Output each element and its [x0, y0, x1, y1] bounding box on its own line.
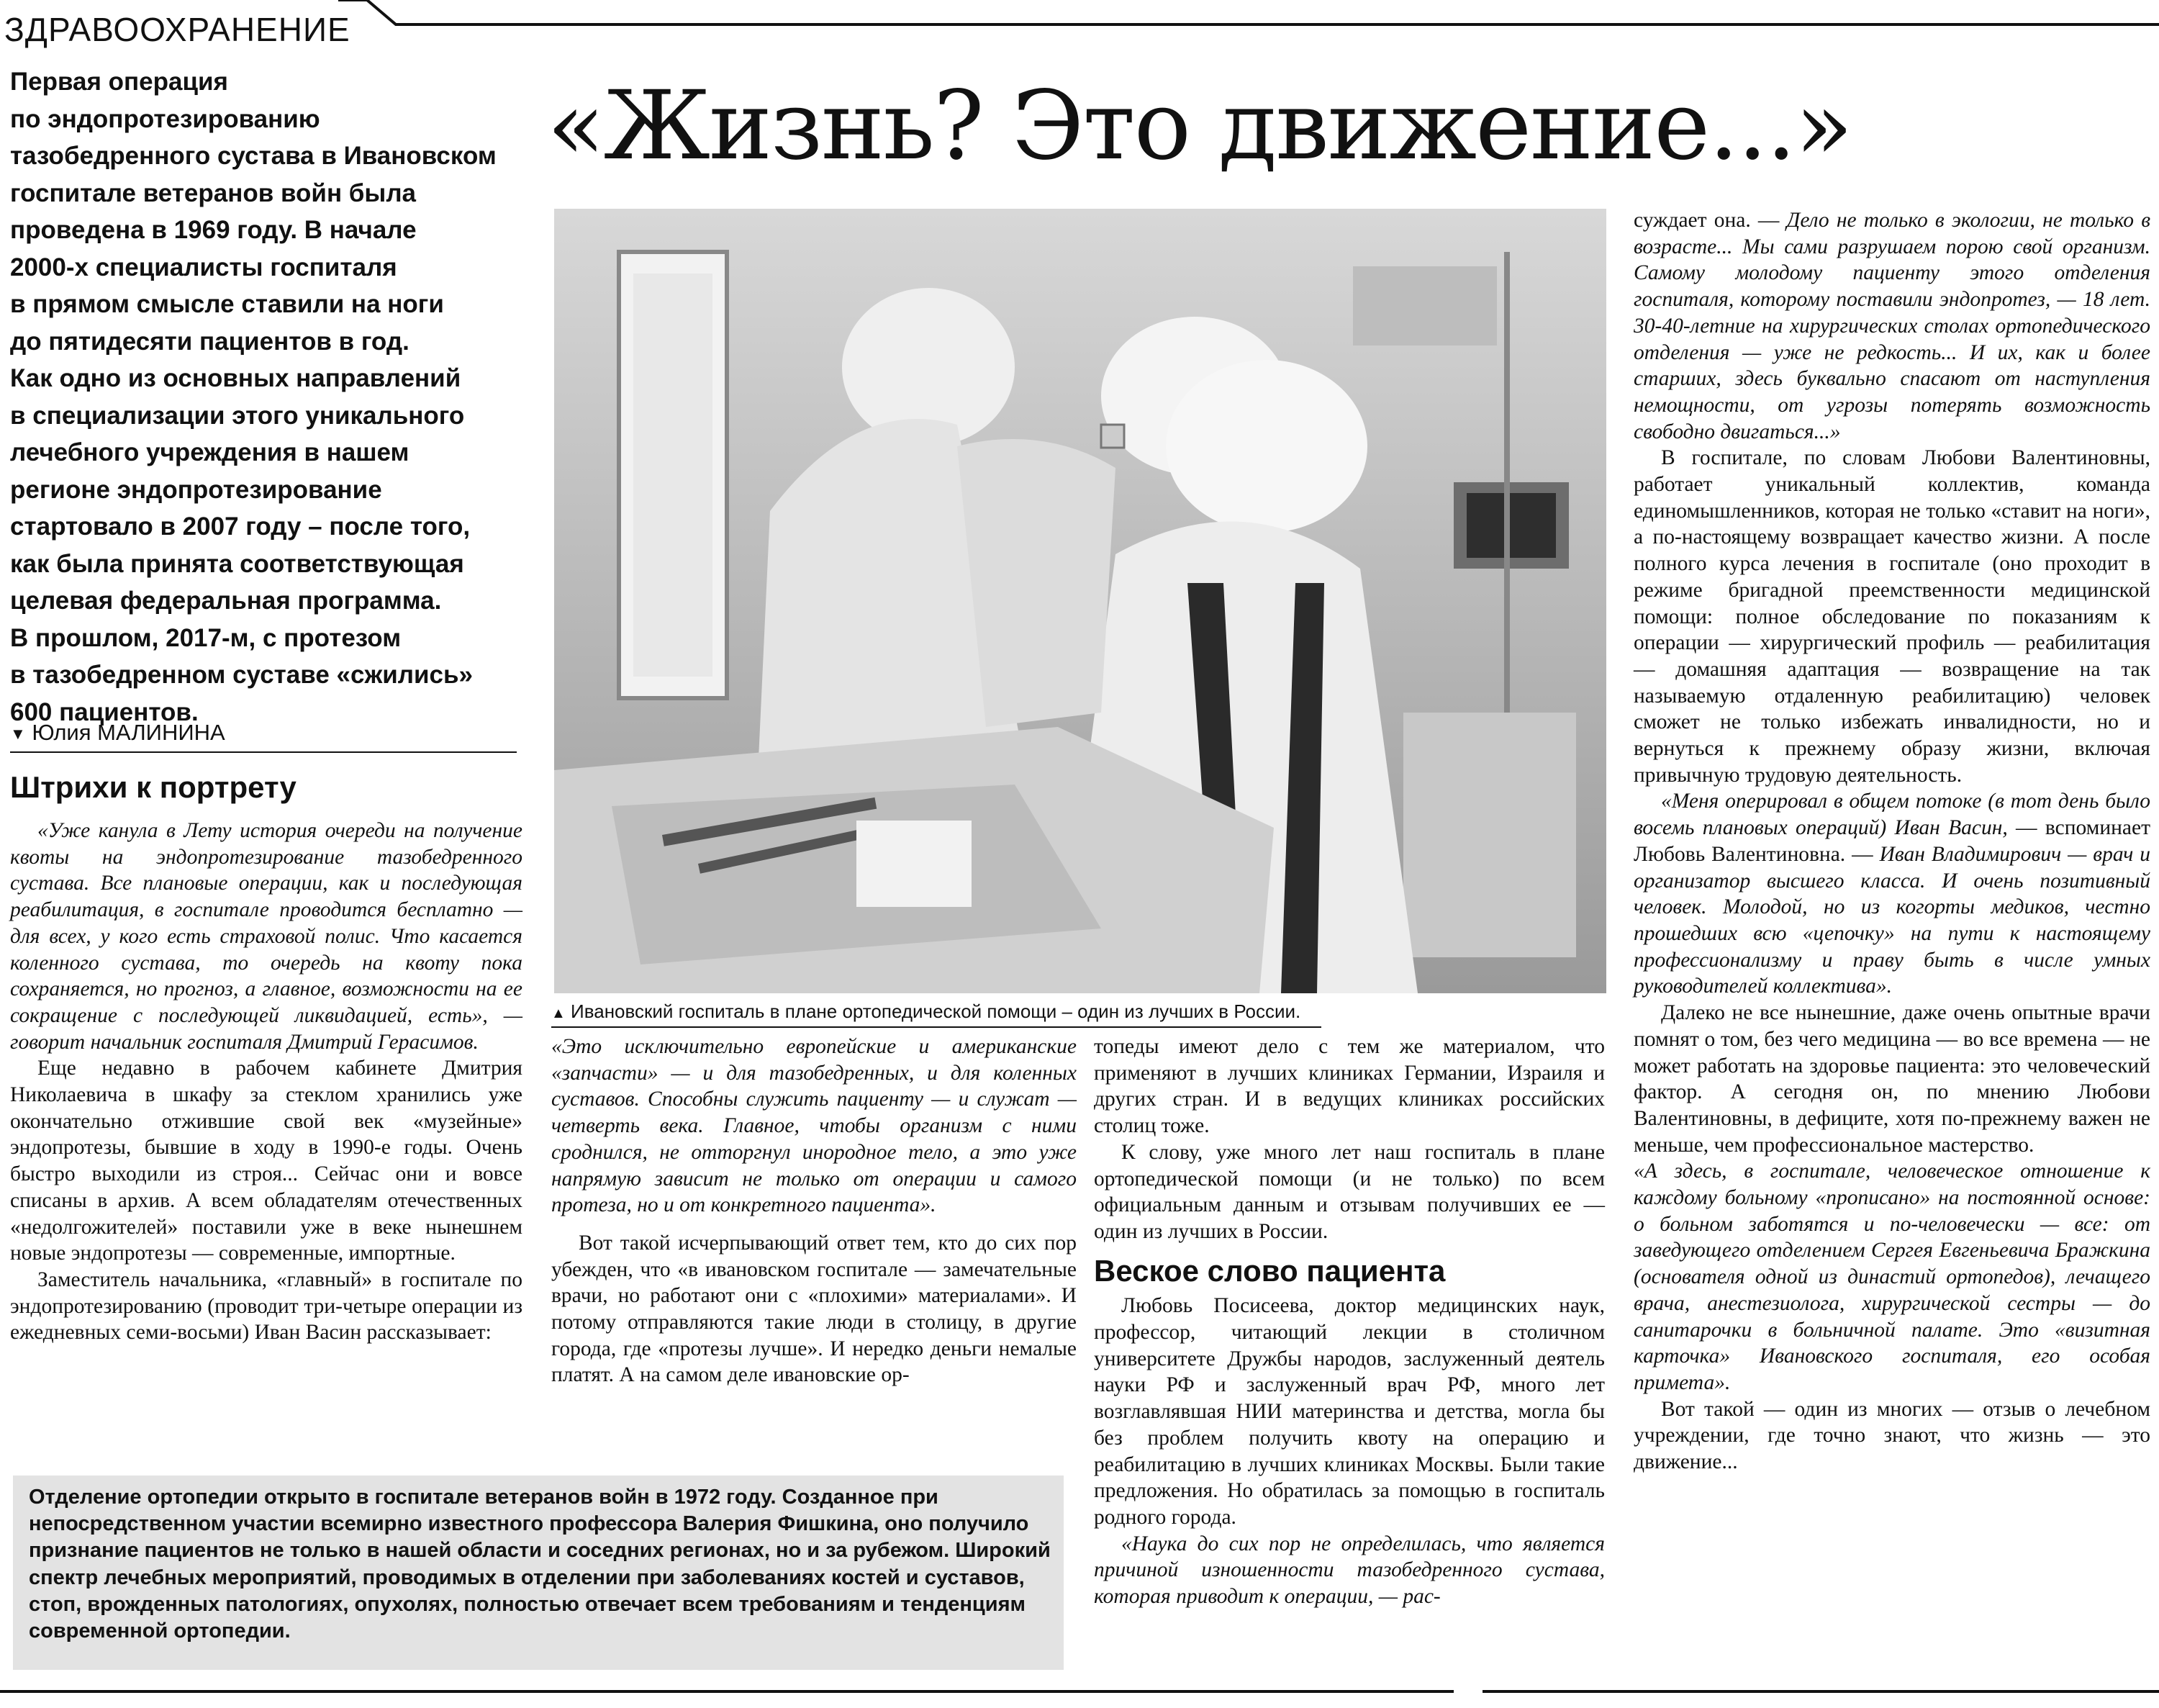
lead-line: по эндопротезированию	[10, 104, 320, 133]
author-byline	[10, 720, 225, 746]
paragraph: В госпитале, по словам Любови Валентиновны, работает уникальный коллектив, команда единомышленников, которая не только «ставит на ноги», а по-настоящему возвращает качество жизни. А после полного курса лечения в госпитале (оно проходит в режиме бригадной преемственности медицинской помощи: полное обследование по показаниям к операции — хирургический профиль — реабилитация — домашняя адаптация — возвращение на так называемую отдаленную реабилитацию) человек сможет не только избежать инвалидности, но и вернуться к прежнему образу жизни, включая привычную трудовую деятельность.	[1634, 446, 2150, 787]
lead-line: целевая федеральная программа.	[10, 587, 442, 615]
caption-rule	[551, 1026, 1321, 1028]
lead-line: тазобедренного сустава в Ивановском	[10, 142, 497, 170]
lead-line: проведена в 1969 году. В начале	[10, 216, 417, 244]
triangle-down-icon: ▼	[10, 724, 26, 743]
bottom-rule	[0, 1690, 1454, 1693]
lead-line: Как одно из основных направлений	[10, 364, 461, 392]
lead-line: в тазобедренном суставе «сжились»	[10, 661, 473, 689]
lead-line: 600 пациентов.	[10, 697, 199, 726]
author-name: Юлия МАЛИНИНА	[32, 720, 225, 745]
paragraph: К слову, уже много лет наш госпиталь в плане ортопедической помощи (и не только) по всем официальным данным и отзывам получивших ее — один из лучших в России.	[1094, 1140, 1605, 1243]
paragraph: «Это исключительно европейские и американские «запчасти» — и для тазобедренных, и для коленных суставов. Способны служить пациенту — и служат — четверть века. Главное, чтобы организм с ними сроднился, не отторгнул инородное тело, а это уже напрямую зависит не только от операции и самого протеза, но и от конкретного пациента».	[551, 1035, 1077, 1217]
lead-line: регионе эндопротезирование	[10, 475, 382, 504]
paragraph: Вот такой исчерпывающий ответ тем, кто до сих пор убежден, что «в ивановском госпитале — замечательные врачи, но работают они с «плохими» материалами». И потому отправляются такие люди в столицу, в другие города, где «протезы лучше». И нередко деньги немалые платят. А на самом деле ивановские ор-	[551, 1231, 1077, 1387]
info-box-text: Отделение ортопедии открыто в госпитале ветеранов войн в 1972 году. Созданное при непосредственном участии всемирно известного профессора Валерия Фишкина, оно получило признание пациентов не только в нашей области и соседних регионах, но и за рубежом. Широкий спектр лечебных мероприятий, проводимых в отделении при заболеваниях костей и суставов, стоп, врожденных патологиях, опухолях, полностью отвечает всем требованиям и тенденциям современной ортопедии.	[29, 1486, 1051, 1643]
section-rubric: ЗДРАВООХРАНЕНИЕ	[4, 11, 350, 48]
paragraph: «Наука до сих пор не определилась, что является причиной изношенности тазобедренного сустава, которая приводит к операции, — рас-	[1094, 1532, 1605, 1609]
column-4	[1634, 207, 2150, 1476]
lead-line: до пятидесяти пациентов в год.	[10, 327, 409, 356]
lead-line: госпитале ветеранов войн была	[10, 179, 417, 207]
lead-line: В прошлом, 2017-м, с протезом	[10, 623, 402, 652]
paragraph: суждает она. — Дело не только в экологии, не только в возрасте... Мы сами разрушаем порою свой организм. Самому молодому пациенту этого отделения госпиталя, которому поставили эндопротез, — 18 лет. 30-40-летние на хирургических столах ортопедического отделения — уже не редкость... И их, как и более старших, здесь буквально спасают от наступления немощности, от угрозы потерять возможность свободно двигаться...»	[1634, 209, 2150, 443]
article-headline: «Жизнь? Это движение...»	[547, 71, 1852, 181]
column-3	[1094, 1034, 1605, 1610]
section-title: Штрихи к портрету	[10, 770, 297, 804]
article-lead	[10, 63, 528, 731]
paragraph: Вот такой — один из многих — отзыв о лечебном учреждении, где точно знают, что жизнь — это движение...	[1634, 1397, 2150, 1474]
paragraph: Заместитель начальника, «главный» в госпитале по эндопротезированию (проводит три-четыре операции из ежедневных семи-восьми) Иван Васин рассказывает:	[10, 1268, 522, 1345]
paragraph: «Уже канула в Лету история очереди на получение квоты на эндопротезирование тазобедренного сустава. Все плановые операции, как и последующая реабилитация, в госпитале проводится бесплатно — для всех, у кого есть страховой полис. Что касается коленного сустава, то очередь на квоту пока сохраняется, но прогноз, а главное, возможности на ее сокращение с последующей ликвидацией, есть», — говорит начальник госпиталя Дмитрий Герасимов.	[10, 819, 522, 1054]
bottom-rule	[1483, 1690, 2159, 1693]
column-1	[10, 818, 522, 1346]
lead-line: стартовало в 2007 году – после того,	[10, 512, 471, 541]
lead-line: как была принята соответствующая	[10, 549, 464, 578]
paragraph: «Меня оперировал в общем потоке (в тот день было восемь плановых операций) Иван Васин, — вспоминает Любовь Валентиновна. — Иван Владимирович — врач и организатор высшего класса. И очень позитивный человек. Молодой, но из когорты медиков, честно прошедших всю «цепочку» на пути к настоящему профессионализму и праву быть в числе умных руководителей коллектива».	[1634, 790, 2150, 998]
lead-line: лечебного учреждения в нашем	[10, 438, 409, 466]
column-2	[551, 1034, 1077, 1388]
surgery-photo	[554, 209, 1606, 993]
paragraph: Еще недавно в рабочем кабинете Дмитрия Николаевича в шкафу за стеклом хранились уже окончательно отжившие свой век «музейные» эндопротезы, бывшие в ходу в 1990-е годы. Очень быстро выходили из строя... Сейчас они и вовсе списаны в архив. А всем обладателям отечественных «недолгожителей» поставили уже в веке нынешнем новые эндопротезы — современные, импортные.	[10, 1057, 522, 1265]
lead-line: 2000-х специалисты госпиталя	[10, 253, 397, 281]
author-rule	[10, 751, 517, 753]
section-title: Веское слово пациента	[1094, 1253, 1446, 1288]
photo-caption	[551, 1000, 1609, 1023]
lead-line: в прямом смысле ставили на ноги	[10, 290, 444, 318]
lead-line: в специализации этого уникального	[10, 401, 465, 430]
caption-text: Ивановский госпиталь в плане ортопедической помощи – один из лучших в России.	[571, 1000, 1301, 1022]
photo-illustration	[554, 209, 1606, 993]
rubric-rule	[409, 23, 2159, 26]
paragraph: топеды имеют дело с тем же материалом, что применяют в лучших клиниках Германии, Израиля и других стран. И в ведущих клиниках российских столиц тоже.	[1094, 1035, 1605, 1138]
paragraph: Любовь Посисеева, доктор медицинских наук, профессор, читающий лекции в столичном университете Дружбы народов, заслуженный деятель науки РФ и заслуженный врач РФ, много лет возглавлявшая НИИ материнства и детства, могла бы без проблем получить квоту на операцию и реабилитацию в лучших клиниках Москвы. Были такие предложения. Но обратилась за помощью в госпиталь родного города.	[1094, 1294, 1605, 1529]
triangle-up-icon: ▲	[551, 1006, 566, 1021]
paragraph: «А здесь, в госпитале, человеческое отношение к каждому больному «прописано» на постоянной основе: о больном заботятся и по-человечески — все: от заведующего отделением Сергея Евгеньевича Бражкина (основателя одной из династий ортопедов), лечащего врача, анестезиолога, хирургической сестры — до санитарочки в больничной палате. Это «визитная карточка» Ивановского госпиталя, его особая примета».	[1634, 1160, 2150, 1394]
rubric-divider	[338, 0, 410, 50]
paragraph: Далеко не все нынешние, даже очень опытные врачи помнят о том, без чего медицина — во все времена — не может работать на здоровье пациента: это человеческий фактор. А сегодня он, по мнению Любови Валентиновны, в дефиците, хотя по-прежнему важен не меньше, чем профессиональное мастерство.	[1634, 1001, 2150, 1157]
lead-line: Первая операция	[10, 68, 228, 96]
